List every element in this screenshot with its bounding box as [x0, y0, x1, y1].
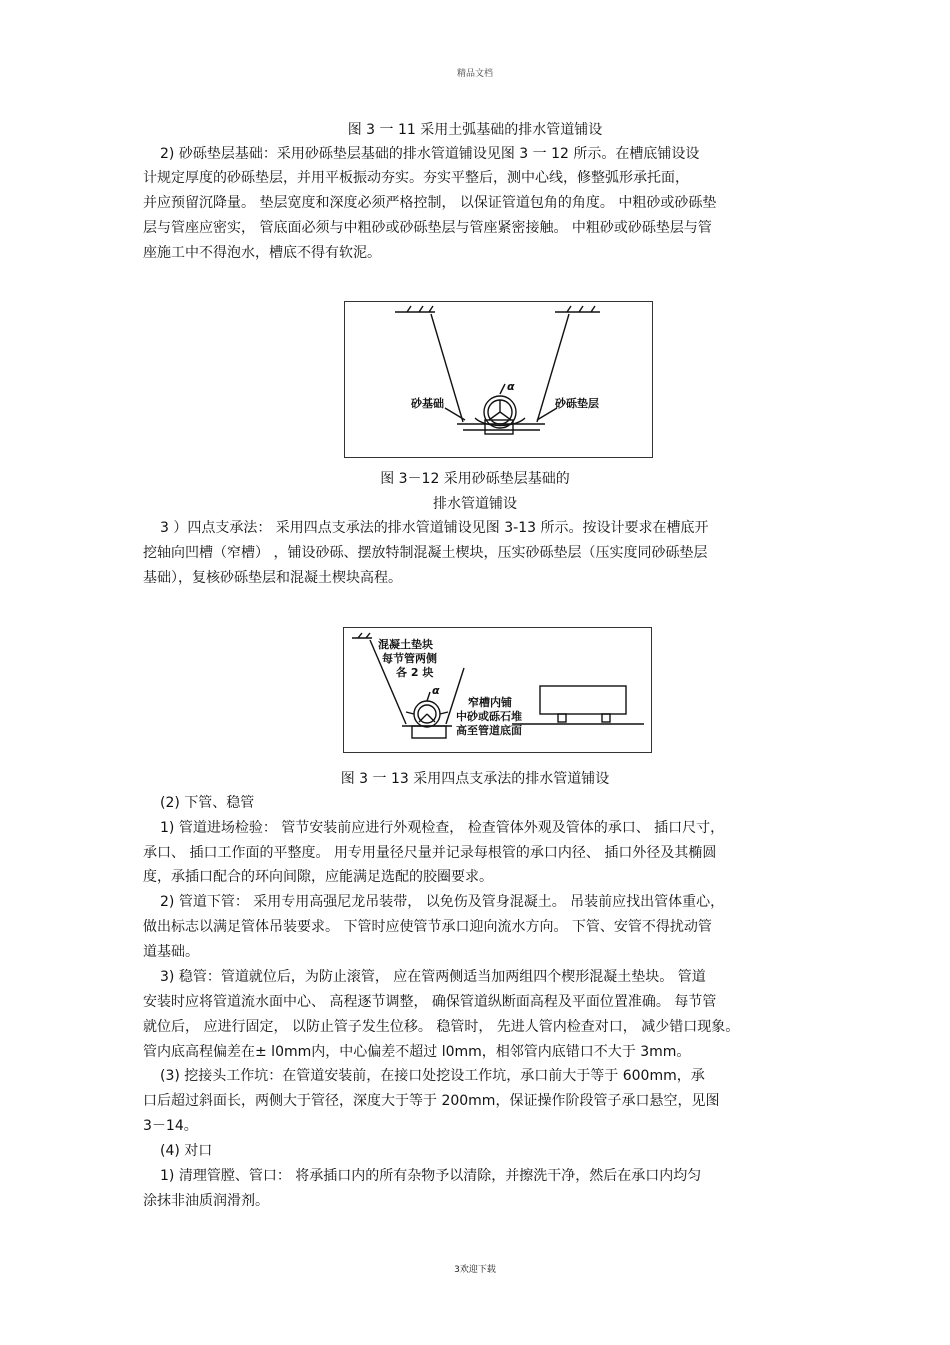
- page-footer: 3欢迎下载: [454, 1265, 496, 1275]
- label-concrete-block: 各 2 块: [396, 666, 434, 679]
- paragraph-line: 座施工中不得泡水，槽底不得有软泥。: [143, 245, 381, 261]
- paragraph-line: 计规定厚度的砂砾垫层，并用平板振动夯实。夯实平整后，测中心线，修整弧形承托面，: [143, 170, 689, 186]
- paragraph-line: 层与管座应密实， 管底面必须与中粗砂或砂砾垫层与管座紧密接触。 中粗砂或砂砾垫层与管: [143, 220, 712, 236]
- section-heading: (3) 挖接头工作坑：在管道安装前，在接口处挖设工作坑，承口前大于等于 600mm，承: [160, 1068, 705, 1084]
- paragraph-line: 做出标志以满足管体吊装要求。 下管时应使管节承口迎向流水方向。 下管、安管不得扰动管: [143, 919, 712, 935]
- angle-label: α: [507, 380, 515, 393]
- paragraph-line: 口后超过斜面长，两侧大于管径，深度大于等于 200mm，保证操作阶段管子承口悬空，见图: [143, 1093, 720, 1109]
- label-narrow-trench: 高至管道底面: [456, 724, 522, 737]
- label-narrow-trench: 窄槽内铺: [468, 696, 512, 709]
- paragraph-line: 承口、 插口工作面的平整度。 用专用量径尺量并记录每根管的承口内径、 插口外径及其椭圆: [143, 845, 717, 861]
- paragraph-line: 就位后， 应进行固定， 以防止管子发生位移。 稳管时， 先进人管内检查对口， 减少错口现象。: [143, 1019, 740, 1035]
- paragraph-line: 3) 稳管：管道就位后，为防止滚管， 应在管两侧适当加两组四个楔形混凝土垫块。 管道: [160, 969, 706, 985]
- paragraph-line: 管内底高程偏差在± l0mm内，中心偏差不超过 l0mm，相邻管内底错口不大于 3mm。: [143, 1044, 691, 1060]
- paragraph-line: 并应预留沉降量。 垫层宽度和深度必须严格控制， 以保证管道包角的角度。 中粗砂或砂砾垫: [143, 195, 717, 211]
- paragraph-line: 2) 砂砾垫层基础：采用砂砾垫层基础的排水管道铺设见图 3 一 12 所示。在槽底铺设设: [160, 146, 700, 162]
- caption-figure-3-12-line1: 图 3－12 采用砂砾垫层基础的: [380, 471, 570, 487]
- paragraph-line: 挖轴向凹槽（窄槽） ，铺设砂砾、摆放特制混凝土楔块，压实砂砾垫层（压实度同砂砾垫层: [143, 545, 708, 561]
- caption-figure-3-11: 图 3 一 11 采用土弧基础的排水管道铺设: [347, 122, 603, 138]
- figure-3-13: [343, 627, 652, 753]
- angle-label: α: [432, 684, 440, 697]
- paragraph-line: 涂抹非油质润滑剂。: [143, 1193, 269, 1209]
- label-sand-foundation: 砂基础: [411, 397, 444, 410]
- page-header: 精品文档: [456, 69, 493, 79]
- figure-3-12: [344, 301, 653, 458]
- section-heading: (2) 下管、稳管: [160, 795, 255, 811]
- section-heading: (4) 对口: [160, 1143, 213, 1159]
- caption-figure-3-12-line2: 排水管道铺设: [433, 496, 517, 512]
- paragraph-line: 基础），复核砂砾垫层和混凝土楔块高程。: [143, 570, 402, 586]
- paragraph-line: 1) 清理管膛、管口： 将承插口内的所有杂物予以清除，并擦洗干净，然后在承口内均匀: [160, 1168, 702, 1184]
- paragraph-line: 3－14。: [143, 1118, 198, 1134]
- paragraph-line: 3 ）四点支承法： 采用四点支承法的排水管道铺设见图 3-13 所示。按设计要求在槽底开: [160, 520, 709, 536]
- label-narrow-trench: 中砂或砾石堆: [456, 710, 522, 723]
- label-concrete-block: 每节管两侧: [382, 652, 437, 665]
- paragraph-line: 度，承插口配合的环向间隙，应能满足选配的胶圈要求。: [143, 869, 493, 885]
- paragraph-line: 安装时应将管道流水面中心、 高程逐节调整， 确保管道纵断面高程及平面位置准确。 每节管: [143, 994, 717, 1010]
- label-concrete-block: 混凝土垫块: [378, 638, 433, 651]
- caption-figure-3-13: 图 3 一 13 采用四点支承法的排水管道铺设: [340, 771, 610, 787]
- label-gravel-cushion: 砂砾垫层: [555, 397, 599, 410]
- paragraph-line: 1) 管道进场检验： 管节安装前应进行外观检查， 检查管体外观及管体的承口、 插口尺寸，: [160, 820, 725, 836]
- paragraph-line: 道基础。: [143, 944, 199, 960]
- paragraph-line: 2) 管道下管： 采用专用高强尼龙吊装带， 以免伤及管身混凝土。 吊装前应找出管体重心，: [160, 894, 725, 910]
